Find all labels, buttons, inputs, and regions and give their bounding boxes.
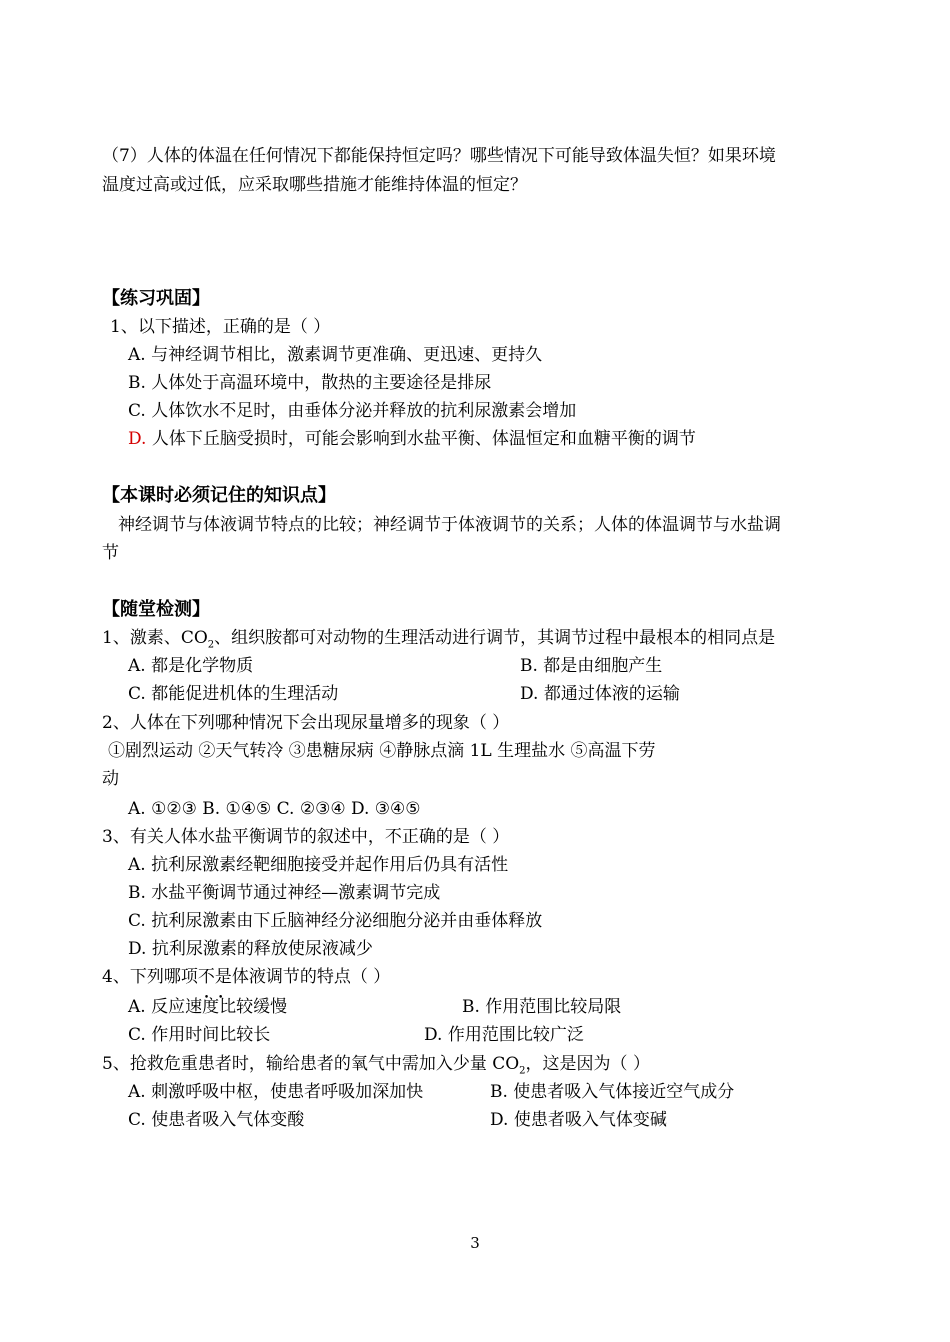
test-q2-options: A. ①②③ B. ①④⑤ C. ②③④ D. ③④⑤ [128, 799, 421, 819]
test-q3-option-d: D. 抗利尿激素的释放使尿液减少 [128, 939, 373, 959]
test-q5-option-a: A. 刺激呼吸中枢，使患者呼吸加深加快 [128, 1082, 424, 1102]
practice-option-d [128, 425, 696, 453]
q1-subscript: 2 [207, 639, 215, 651]
answer-letter: D. [128, 429, 147, 449]
test-q2-stem: 2、人体在下列哪种情况下会出现尿量增多的现象（ ） [102, 713, 510, 733]
test-q1-option-b: B. 都是由细胞产生 [520, 656, 663, 676]
q1-stem-part1: 1、激素、CO [102, 628, 208, 648]
test-q5-option-c: C. 使患者吸入气体变酸 [128, 1110, 305, 1130]
practice-option-a: A. 与神经调节相比，激素调节更准确、更迅速、更持久 [128, 345, 543, 365]
test-q5-option-b: B. 使患者吸入气体接近空气成分 [490, 1082, 735, 1102]
q5-subscript: 2 [519, 1065, 526, 1077]
test-q4-option-a: A. 反应速度比较缓慢 [128, 997, 288, 1017]
q7-line1: （7）人体的体温在任何情况下都能保持恒定吗？哪些情况下可能导致体温失恒？如果环境 [102, 146, 776, 166]
practice-option-c: C. 人体饮水不足时，由垂体分泌并释放的抗利尿激素会增加 [128, 401, 577, 421]
practice-option-d-text: 人体下丘脑受损时，可能会影响到水盐平衡、体温恒定和血糖平衡的调节 [151, 429, 696, 449]
page-number: 3 [470, 1234, 480, 1252]
q1-stem-part2: 、组织胺都可对动物的生理活动进行调节，其调节过程中最根本的相同点是 [214, 628, 776, 648]
q5-stem-part2: ，这是因为（ ） [525, 1054, 650, 1074]
practice-heading: 【练习巩固】 [102, 288, 210, 309]
q4-stem-part2: 体液调节的特点（ ） [231, 967, 391, 987]
test-q3-stem: 3、有关人体水盐平衡调节的叙述中，不正确的是（ ） [102, 827, 510, 847]
test-q4-option-d: D. 作用范围比较广泛 [424, 1025, 584, 1045]
test-q3-option-a: A. 抗利尿激素经靶细胞接受并起作用后仍具有活性 [128, 855, 509, 875]
test-q5-option-d: D. 使患者吸入气体变碱 [490, 1110, 667, 1130]
test-q1-option-c: C. 都能促进机体的生理活动 [128, 684, 339, 704]
knowledge-line1: 神经调节与体液调节特点的比较；神经调节于体液调节的关系；人体的体温调节与水盐调 [118, 515, 781, 535]
q7-line2: 温度过高或过低，应采取哪些措施才能维持体温的恒定？ [102, 175, 527, 195]
test-q1-option-a: A. 都是化学物质 [128, 656, 254, 676]
test-q4-option-b: B. 作用范围比较局限 [462, 997, 622, 1017]
knowledge-line2: 节 [102, 543, 119, 563]
test-q2-items-line2: 动 [102, 769, 119, 789]
test-heading: 【随堂检测】 [102, 599, 210, 620]
q4-stem-part1: 4、下列哪项 [102, 967, 198, 987]
q4-emphasized-word: 不是 • • [198, 967, 232, 987]
knowledge-heading: 【本课时必须记住的知识点】 [102, 485, 336, 506]
test-q4-stem [102, 963, 390, 991]
test-q4-option-c: C. 作用时间比较长 [128, 1025, 271, 1045]
practice-question: 1、以下描述，正确的是（ ） [110, 317, 331, 337]
q5-stem-part1: 5、抢救危重患者时，输给患者的氧气中需加入少量 CO [102, 1054, 520, 1074]
test-q1-option-d: D. 都通过体液的运输 [520, 684, 680, 704]
test-q2-items-line1: ①剧烈运动 ②天气转冷 ③患糖尿病 ④静脉点滴 1L 生理盐水 ⑤高温下劳 [108, 741, 656, 761]
test-q3-option-b: B. 水盐平衡调节通过神经—激素调节完成 [128, 883, 441, 903]
practice-option-b: B. 人体处于高温环境中，散热的主要途径是排尿 [128, 373, 492, 393]
test-q3-option-c: C. 抗利尿激素由下丘脑神经分泌细胞分泌并由垂体释放 [128, 911, 543, 931]
